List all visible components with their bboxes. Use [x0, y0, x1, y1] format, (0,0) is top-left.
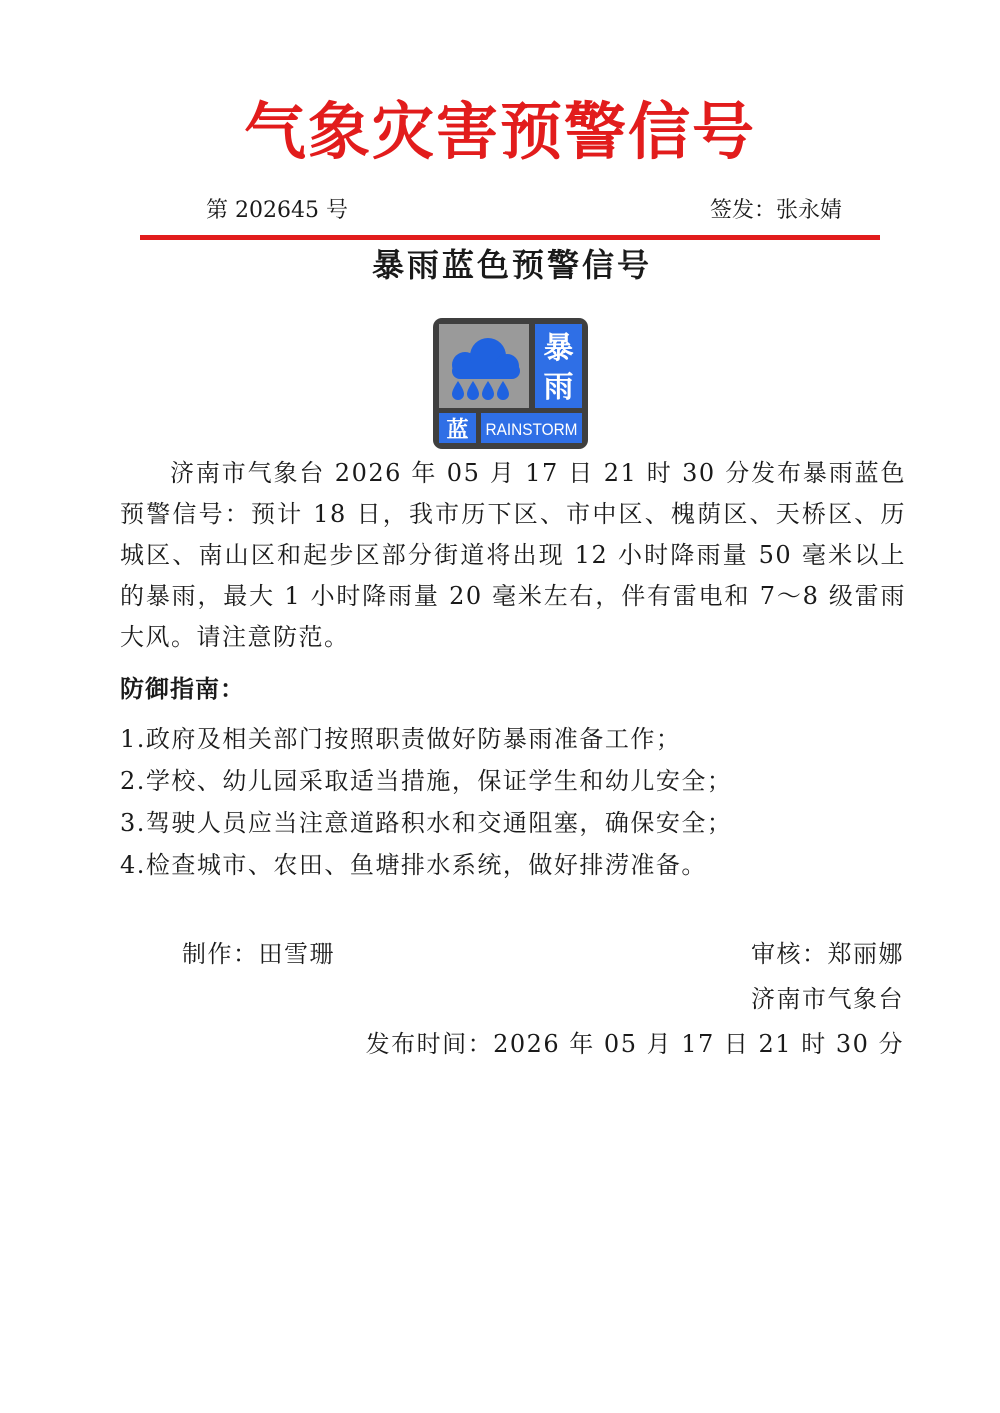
reviewer: 审核：郑丽娜 [751, 940, 904, 968]
guide-list [120, 718, 732, 886]
guide-item: 4.检查城市、农田、鱼塘排水系统，做好排涝准备。 [120, 851, 707, 879]
warning-title: 暴雨蓝色预警信号 [371, 246, 652, 284]
warning-paragraph: 济南市气象台 2026 年 05 月 17 日 21 时 30 分发布暴雨蓝色预警信号：预计 18 日，我市历下区、市中区、槐荫区、天桥区、历城区、南山区和起步区部分街道将出现 12 小时降雨量 50 毫米以上的暴雨，最大 1 小时降雨量 20 毫米左右，伴有雷电和 7～8 级雷雨大风。请注意防范。 [120, 459, 906, 651]
guide-item: 1.政府及相关部门按照职责做好防暴雨准备工作； [120, 725, 682, 753]
issuing-organization: 济南市气象台 [751, 985, 904, 1013]
icon-label: RAINSTORM [485, 420, 578, 439]
producer: 制作：田雪珊 [182, 940, 335, 968]
icon-level-char: 蓝 [446, 418, 469, 443]
rainstorm-blue-icon [433, 318, 588, 449]
icon-char-yu: 雨 [543, 370, 574, 405]
icon-char-bao: 暴 [543, 331, 574, 366]
issue-time: 发布时间：2026 年 05 月 17 日 21 时 30 分 [365, 1030, 904, 1058]
signer: 签发：张永婧 [709, 198, 842, 223]
guide-item: 3.驾驶人员应当注意道路积水和交通阻塞，确保安全； [120, 809, 733, 837]
guide-heading: 防御指南： [120, 674, 245, 703]
document-title: 气象灾害预警信号 [243, 95, 756, 168]
guide-item: 2.学校、幼儿园采取适当措施，保证学生和幼儿安全； [120, 767, 733, 795]
document-number: 第 202645 号 [206, 198, 348, 223]
